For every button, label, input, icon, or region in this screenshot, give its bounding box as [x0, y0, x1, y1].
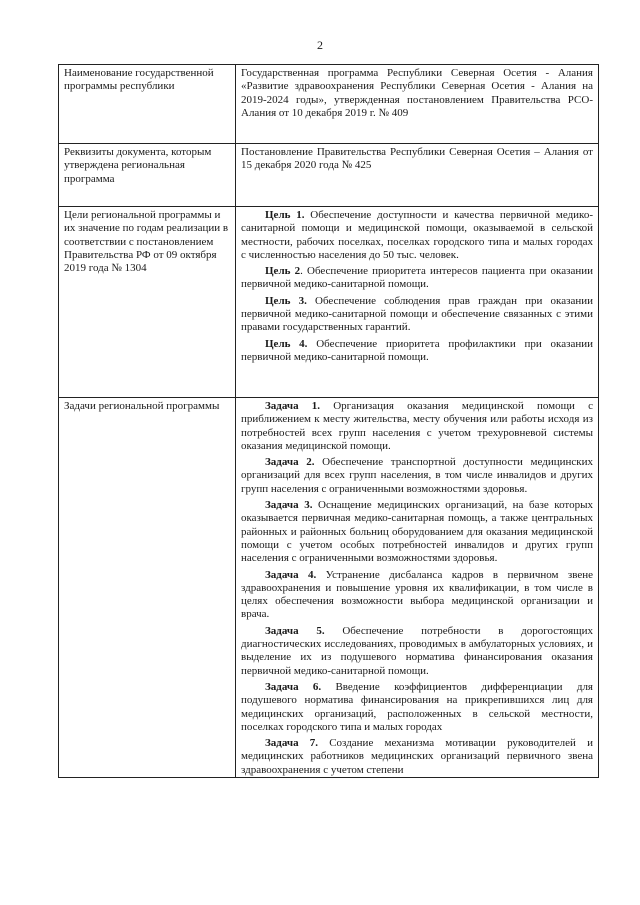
task-text: Введение коэффициентов дифференциации для подушевого норматива финансирования на прикрепившихся лиц для медицинских организаций, расположенных в сельской местности, поселках городского типа и малых городах: [241, 680, 593, 733]
task-item: [241, 400, 593, 453]
task-lead: Задача 2.: [265, 456, 315, 469]
goal-lead: Цель 2: [265, 265, 301, 278]
goal-text: Обеспечение приоритета профилактики при оказании первичной медико-санитарной помощи.: [241, 337, 593, 363]
task-lead: Задача 6.: [265, 680, 322, 693]
goal-lead: Цель 3.: [265, 294, 307, 307]
task-text: Устранение дисбаланса кадров в первичном звене здравоохранения и повышение уровня их квалификации, в том числе в целях обеспечения возможности выбора медицинской организации и врача.: [241, 568, 593, 621]
goals-cell: [236, 207, 599, 398]
task-text: Организация оказания медицинской помощи с приближением к месту жительства, месту обучения или работы исходя из потребностей всех групп населения с учетом трехуровневой системы оказания медицинской помощи.: [241, 400, 593, 452]
goal-lead: Цель 1.: [265, 209, 305, 221]
table-row: [59, 398, 599, 778]
program-name-text: Государственная программа Республики Северная Осетия - Алания «Развитие здравоохранения Республики Северная Осетия - Алания на 2019-2024 годы», утвержденная постановлением Правительства РСО-Алания от 10 декабря 2019 г. № 409: [241, 67, 593, 119]
table-row: [59, 207, 599, 398]
goal-text: Обеспечение соблюдения прав граждан при оказании первичной медико-санитарной помощи и обеспечение связанных с этими правами государственных гарантий.: [241, 294, 593, 334]
goal-item: [241, 265, 593, 292]
row-label-text: Реквизиты документа, которым утверждена региональная программа: [64, 146, 212, 185]
task-text: Обеспечение потребности в дорогостоящих диагностических исследованиях, проводимых в амбулаторных условиях, и выделение их из подушевого норматива финансирования оказания первичной медико-санитарной помощи.: [241, 624, 594, 677]
task-lead: Задача 7.: [265, 737, 319, 750]
row-value: [236, 65, 599, 144]
program-passport-table: [58, 64, 599, 778]
task-item: [241, 456, 593, 496]
row-label-text: Задачи региональной программы: [64, 400, 220, 412]
table-row: [59, 144, 599, 207]
task-item: [241, 499, 593, 565]
task-lead: Задача 4.: [265, 568, 317, 581]
goal-lead: Цель 4.: [265, 337, 308, 350]
goal-item: [241, 338, 593, 365]
goal-text: . Обеспечение приоритета интересов пациента при оказании первичной медико-санитарной помощи.: [241, 265, 593, 291]
goal-item: [241, 209, 593, 262]
task-item: [241, 569, 593, 622]
row-value: [236, 144, 599, 207]
task-lead: Задача 3.: [265, 499, 313, 512]
goal-item: [241, 295, 593, 335]
tasks-cell: [236, 398, 599, 778]
page-number: 2: [317, 38, 323, 52]
task-item: [241, 625, 593, 678]
row-label: [59, 65, 236, 144]
task-item: [241, 737, 593, 777]
row-label: [59, 144, 236, 207]
row-label: [59, 398, 236, 778]
row-label-text: Цели региональной программы и их значение по годам реализации в соответствии с постановлением Правительства РФ от 09 октября 2019 года № 1304: [64, 209, 229, 275]
row-label-text: Наименование государственной программы республики: [64, 67, 214, 93]
requisites-text: Постановление Правительства Республики Северная Осетия – Алания от 15 декабря 2020 года № 425: [241, 146, 593, 172]
goal-text: Обеспечение доступности и качества первичной медико-санитарной помощи и медицинской помощи, оказываемой в сельской местности, рабочих поселках, поселках городского типа и малых городах с численностью населения до 50 тыс. человек.: [241, 209, 594, 261]
task-text: Обеспечение транспортной доступности медицинских организаций для всех групп населения, в том числе инвалидов и других групп населения с ограниченными возможностями здоровья.: [241, 456, 593, 495]
table-row: [59, 65, 599, 144]
task-text: Создание механизма мотивации руководителей и медицинских работников медицинских организаций первичного звена здравоохранения с учетом степени: [241, 737, 593, 776]
row-label: [59, 207, 236, 398]
task-text: Оснащение медицинских организаций, на базе которых оказывается первичная медико-санитарная помощь, а также центральных районных и районных больниц оборудованием для оказания медицинской помощи с учетом особых потребностей инвалидов и других групп населения с ограниченными возможностями здоровья.: [241, 499, 593, 565]
task-lead: Задача 1.: [265, 400, 321, 412]
task-item: [241, 681, 593, 734]
task-lead: Задача 5.: [265, 624, 325, 637]
